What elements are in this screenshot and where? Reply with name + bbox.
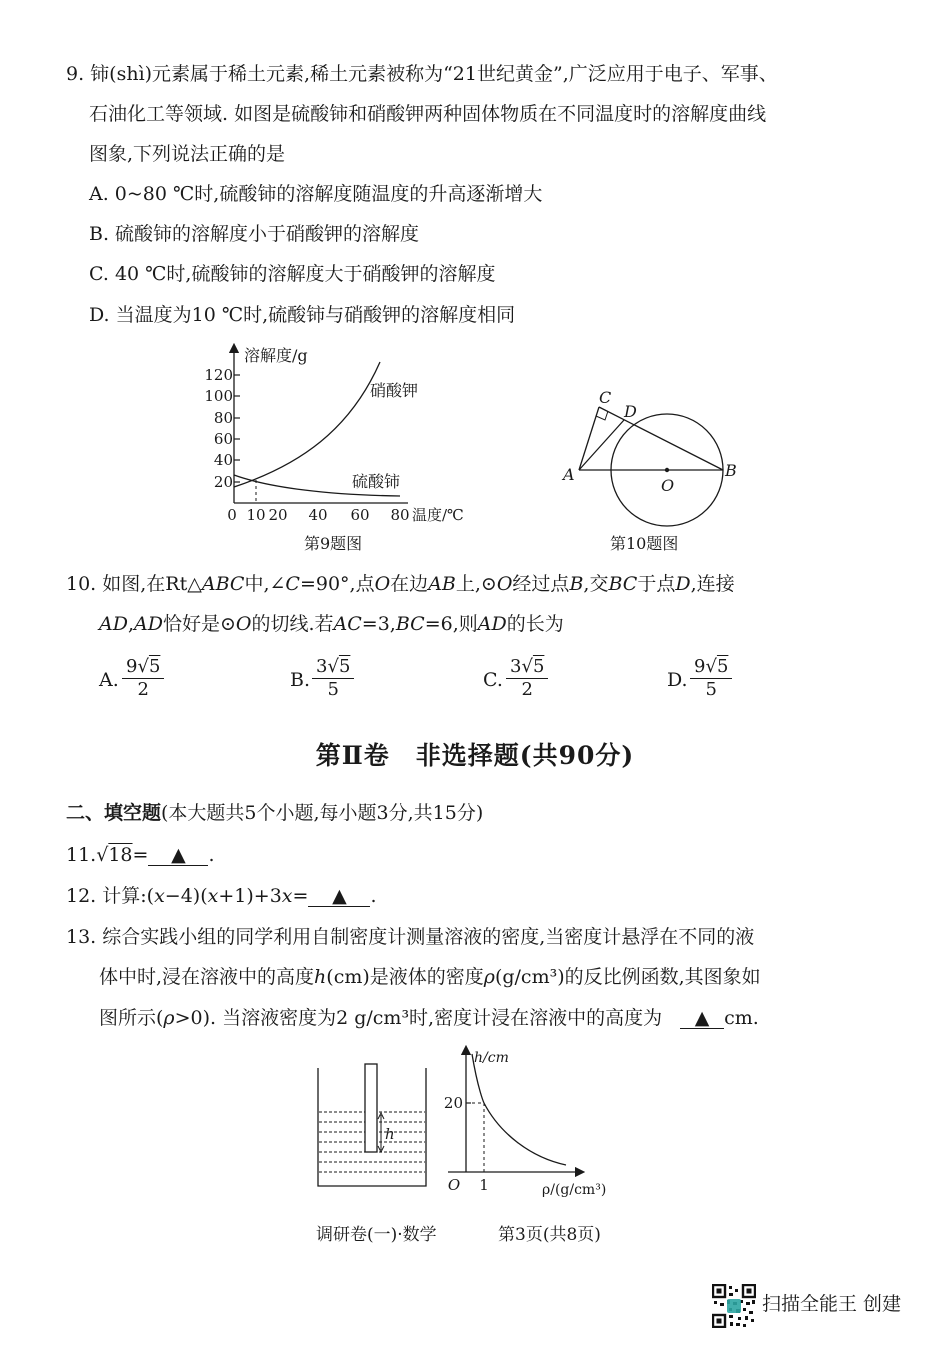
q10-label-a: A (563, 465, 575, 484)
q10-option-d-letter: D. (667, 669, 688, 691)
q13-height-label: h (385, 1125, 395, 1143)
q9-x-tick-0: 0 (227, 506, 237, 524)
q13-inverse-curve (472, 1054, 566, 1165)
q13-inverse-graph (434, 1042, 634, 1202)
q9-x-axis-label: 温度/℃ (412, 506, 464, 524)
q11-line: 11.√18= ▲ . (66, 844, 215, 866)
q13-line-3: 图所示(ρ>0). 当溶液密度为2 g/cm³时,密度计浸在溶液中的高度为 ▲ cm. (99, 1007, 759, 1029)
q13-origin-label: O (447, 1176, 461, 1194)
q13-y-tick-20: 20 (443, 1094, 463, 1112)
q9-solubility-chart (190, 340, 490, 530)
q9-y-tick-60: 60 (213, 430, 233, 448)
q9-line-2: 石油化工等领域. 如图是硫酸铈和硝酸钾两种固体物质在不同温度时的溶解度曲线 (89, 103, 767, 125)
q9-figure-caption: 第9题图 (304, 534, 363, 553)
q10-option-c-fraction: $\frac{3√5}{2}$ (506, 656, 548, 701)
q10-option-a-letter: A. (99, 669, 119, 691)
q10-label-d: D (624, 402, 637, 421)
q10-geometry-figure (555, 385, 755, 535)
part2-heading: 二、填空题(本大题共5个小题,每小题3分,共15分) (66, 802, 484, 824)
q10-figure-caption: 第10题图 (610, 534, 679, 553)
q9-curve-kno3 (234, 362, 380, 487)
q10-option-b-letter: B. (290, 669, 311, 691)
q9-y-tick-20: 20 (213, 473, 233, 491)
q9-x-tick-60: 60 (350, 506, 370, 524)
q10-option-b-fraction: $\frac{3√5}{5}$ (312, 656, 354, 701)
q9-x-tick-20: 20 (268, 506, 288, 524)
q10-center-dot (665, 468, 669, 472)
q10-line-2: AD,AD恰好是⊙O的切线.若AC=3,BC=6,则AD的长为 (99, 613, 564, 635)
q9-option-d: D. 当温度为10 ℃时,硫酸铈与硝酸钾的溶解度相同 (89, 304, 516, 326)
q10-label-c: C (599, 388, 612, 407)
q10-option-a-fraction: $\frac{9√5}{2}$ (122, 656, 164, 701)
q13-answer-blank: ▲ (680, 1008, 724, 1029)
q13-y-axis-label: h/cm (474, 1050, 509, 1066)
q13-x-tick-1: 1 (479, 1176, 489, 1194)
q9-line-3: 图象,下列说法正确的是 (89, 143, 286, 165)
q13-line-2: 体中时,浸在溶液中的高度h(cm)是液体的密度ρ(g/cm³)的反比例函数,其图象如 (99, 966, 761, 988)
q9-y-tick-100: 100 (204, 387, 233, 405)
q9-x-tick-40: 40 (308, 506, 328, 524)
q9-line-1: 9. 铈(shì)元素属于稀土元素,稀土元素被称为“21世纪黄金”,广泛应用于电子、军事、 (66, 63, 778, 85)
section-title: 第Ⅱ卷 非选择题(共90分) (315, 741, 635, 770)
q9-option-b: B. 硫酸铈的溶解度小于硝酸钾的溶解度 (89, 223, 420, 245)
q13-x-axis-label: ρ/(g/cm³) (542, 1182, 607, 1198)
q9-label-ce: 硫酸铈 (352, 472, 401, 491)
q9-option-a: A. 0~80 ℃时,硫酸铈的溶解度随温度的升高逐渐增大 (89, 183, 543, 205)
q10-option-c-letter: C. (483, 669, 503, 691)
q9-y-axis-label: 溶解度/g (244, 346, 308, 365)
q10-label-o: O (661, 476, 675, 495)
q12-line: 12. 计算:(x−4)(x+1)+3x= ▲ . (66, 885, 377, 907)
q13-hydrometer-figure (312, 1062, 434, 1192)
q10-option-d-fraction: $\frac{9√5}{5}$ (690, 656, 732, 701)
q9-y-tick-40: 40 (213, 451, 233, 469)
q12-answer-blank: ▲ (308, 886, 370, 907)
q9-label-kno3: 硝酸钾 (370, 381, 419, 400)
q9-x-tick-10: 10 (246, 506, 266, 524)
q13-line-1: 13. 综合实践小组的同学利用自制密度计测量溶液的密度,当密度计悬浮在不同的液 (66, 926, 755, 948)
q11-answer-blank: ▲ (148, 845, 208, 866)
q13-hydrometer-tube (365, 1064, 377, 1152)
q9-y-tick-120: 120 (204, 366, 233, 384)
q10-label-b: B (725, 461, 737, 480)
q9-y-tick-80: 80 (213, 409, 233, 427)
scanner-logo-icon (727, 1299, 741, 1313)
q9-option-c: C. 40 ℃时,硫酸铈的溶解度大于硝酸钾的溶解度 (89, 263, 496, 285)
footer-title: 调研卷(一)·数学 (316, 1225, 437, 1245)
scanner-watermark-text: 扫描全能王 创建 (762, 1293, 902, 1315)
q9-x-tick-80: 80 (390, 506, 410, 524)
q10-line-1: 10. 如图,在Rt△ABC中,∠C=90°,点O在边AB上,⊙O经过点B,交BC于点D,连接 (66, 573, 735, 595)
q10-segment-cb (599, 407, 723, 470)
qr-code-icon (712, 1284, 756, 1328)
footer-page-number: 第3页(共8页) (498, 1225, 601, 1245)
